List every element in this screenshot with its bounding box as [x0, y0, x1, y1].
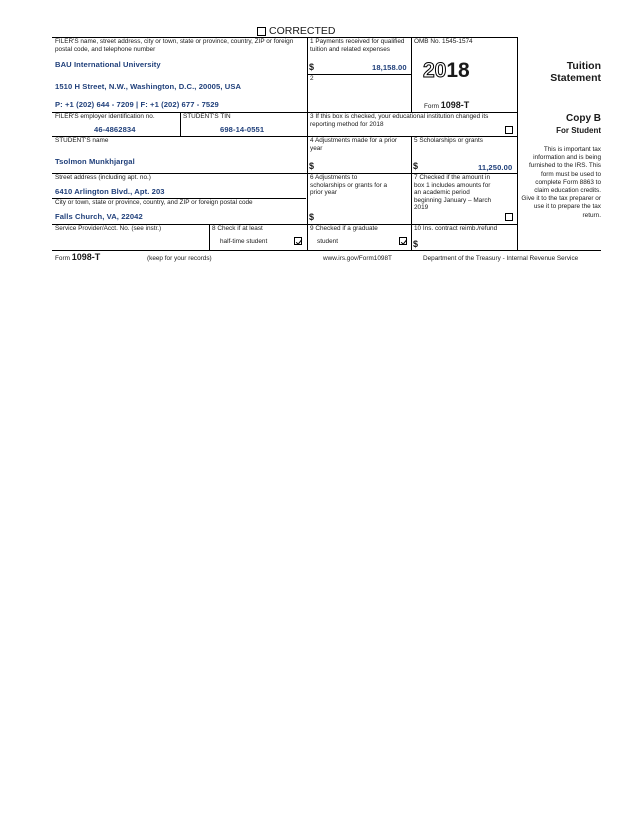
filer-address: 1510 H Street, N.W., Washington, D.C., 20005, USA — [55, 82, 242, 91]
side-title-2: Statement — [550, 72, 601, 84]
row-rule-6 — [52, 250, 601, 251]
filer-ein: 46-4862834 — [94, 125, 136, 134]
filer-ein-label: FILER'S employer identification no. — [55, 113, 155, 120]
box1-value[interactable]: 18,158.00 — [372, 63, 407, 72]
filer-label: FILER'S name, street address, city or town, state or province, country, ZIP or foreign postal code, and telephone number — [55, 38, 294, 53]
student-city: Falls Church, VA, 22042 — [55, 212, 143, 221]
omb-form-name: 1098-T — [440, 100, 470, 110]
student-city-label: City or town, state or province, country, and ZIP or foreign postal code — [55, 199, 253, 206]
box3-checkbox[interactable] — [505, 126, 513, 134]
filer-name: BAU International University — [55, 60, 161, 69]
copy-b: Copy B — [566, 113, 601, 124]
student-street: 6410 Arlington Blvd., Apt. 203 — [55, 187, 165, 196]
checkmark-icon — [295, 238, 303, 246]
box10-dollar: $ — [413, 239, 419, 249]
col-rule-517 — [517, 37, 518, 250]
box8-label-a: 8 Check if at least — [212, 225, 263, 232]
for-student: For Student — [556, 126, 601, 135]
tax-year — [423, 59, 470, 83]
footer-url[interactable]: www.irs.gov/Form1098T — [323, 255, 392, 262]
footer-form-id — [55, 252, 100, 262]
box5-value[interactable]: 11,250.00 — [478, 163, 513, 172]
box8-label-b: half-time student — [220, 238, 268, 245]
box10-label: 10 Ins. contract reimb./refund — [414, 225, 498, 232]
box1-label: 1 Payments received for qualified tuition and related expenses — [310, 38, 405, 53]
footer-dept: Department of the Treasury - Internal Revenue Service — [423, 255, 579, 262]
student-name: Tsolmon Munkhjargal — [55, 157, 135, 166]
box9-label-b: student — [317, 238, 338, 245]
tax-year-solid: 18 — [446, 59, 470, 82]
student-street-label: Street address (including apt. no.) — [55, 174, 151, 181]
corrected-label: CORRECTED — [269, 25, 336, 37]
student-name-label: STUDENT'S name — [55, 137, 109, 144]
omb-form-id — [424, 100, 469, 110]
checkmark-icon — [400, 238, 408, 246]
box8-checkbox[interactable] — [294, 237, 302, 245]
box1-dollar: $ — [309, 62, 315, 72]
student-tin: 698-14-0551 — [220, 125, 265, 134]
omb-form-prefix: Form — [424, 103, 439, 110]
box2-label: 2 — [310, 75, 314, 82]
box6-label: 6 Adjustments to scholarships or grants for a prior year — [310, 174, 388, 197]
box6-dollar: $ — [309, 212, 315, 222]
box7-label: 7 Checked if the amount in box 1 includes amounts for an academic period beginning January – March 2019 — [414, 174, 492, 212]
col-rule-209 — [209, 224, 210, 250]
box9-label-a: 9 Checked if a graduate — [310, 225, 378, 232]
box4-label: 4 Adjustments made for a prior year — [310, 137, 398, 152]
footer-form-name: 1098-T — [71, 252, 101, 262]
box3-label: 3 If this box is checked, your educational institution changed its reporting method for 2018 — [310, 113, 489, 128]
box4-dollar: $ — [309, 161, 315, 171]
col-rule-307 — [307, 37, 308, 250]
box7-checkbox[interactable] — [505, 213, 513, 221]
footer-keep: (keep for your records) — [147, 255, 212, 262]
omb-number: OMB No. 1545-1574 — [414, 38, 473, 45]
footer-form-prefix: Form — [55, 255, 70, 262]
filer-phone: P: +1 (202) 644 - 7209 | F: +1 (202) 677 - 7529 — [55, 100, 219, 109]
corrected-checkbox[interactable] — [257, 27, 266, 36]
acct-label: Service Provider/Acct. No. (see instr.) — [55, 225, 162, 232]
box1-box2-rule — [307, 74, 411, 75]
box9-checkbox[interactable] — [399, 237, 407, 245]
student-tin-label: STUDENT'S TIN — [183, 113, 231, 120]
side-notice: This is important tax information and is being furnished to the IRS. This form must be used to complete Form 8863 to claim education credits. Give it to the tax preparer or use it to prepare the tax return. — [521, 146, 601, 219]
col-rule-180 — [180, 112, 181, 137]
col-rule-411 — [411, 37, 412, 113]
tax-year-outline: 20 — [423, 59, 447, 82]
box5-label: 5 Scholarships or grants — [414, 137, 483, 144]
box5-dollar: $ — [413, 161, 419, 171]
side-title-1: Tuition — [566, 60, 601, 72]
col-rule-411b — [411, 136, 412, 250]
